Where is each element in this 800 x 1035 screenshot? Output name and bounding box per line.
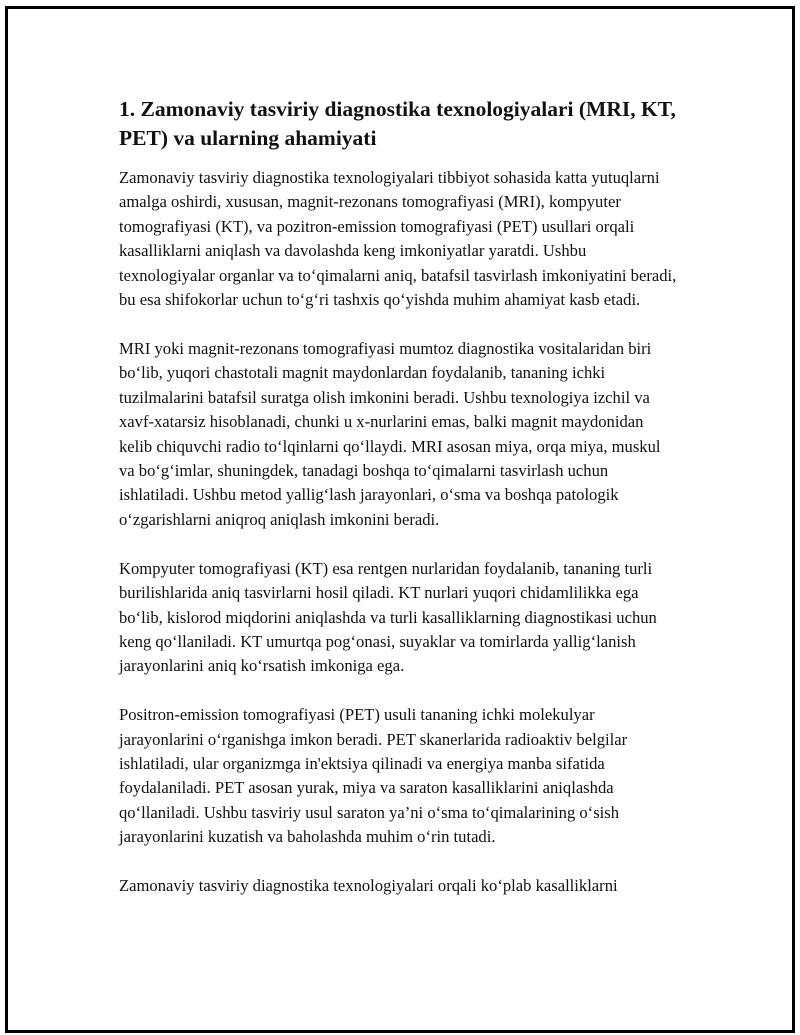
paragraph-pet: Positron-emission tomografiyasi (PET) usuli tananing ichki molekulyar jarayonlarini o‘rganishga imkon beradi. PET skanerlarida radioaktiv belgilar ishlatiladi, ular organizmga in'ektsiya qilinadi va energiya manba sifatida foydalaniladi. PET asosan yurak, miya va saraton kasalliklarini aniqlashda qo‘llaniladi. Ushbu tasviriy usul saraton ya’ni o‘sma to‘qimalarining o‘sish jarayonlarini kuzatish va baholashda muhim o‘rin tutadi. (119, 705, 628, 847)
paragraph-mri: MRI yoki magnit-rezonans tomografiyasi mumtoz diagnostika vositalaridan biri bo‘lib, yuqori chastotali magnit maydonlardan foydalanib, tananing ichki tuzilmalarini batafsil suratga olish imkonini beradi. Ushbu texnologiya izchil va xavf-xatarsiz hisoblanadi, chunki u x-nurlarini emas, balki magnit maydonidan kelib chiquvchi radio to‘lqinlarni qo‘llaydi. MRI asosan miya, orqa miya, muskul va bo‘g‘imlar, shuningdek, tanadagi boshqa to‘qimalarni tasvirlash uchun ishlatiladi. Ushbu metod yallig‘lash jarayonlari, o‘sma va boshqa patologik o‘zgarishlarni aniqroq aniqlash imkonini beradi. (119, 338, 661, 529)
document-title: 1. Zamonaviy tasviriy diagnostika texnologiyalari (MRI, KT, PET) va ularning ahamiyati (119, 97, 676, 150)
document-body (119, 95, 679, 923)
page-frame (5, 6, 795, 1033)
paragraph-intro: Zamonaviy tasviriy diagnostika texnologiyalari tibbiyot sohasida katta yutuqlarni amalga oshirdi, xususan, magnit-rezonans tomografiyasi (MRI), kompyuter tomografiyasi (KT), va pozitron-emission tomografiyasi (PET) usullari orqali kasalliklarni aniqlash va davolashda keng imkoniyatlar yaratdi. Ushbu texnologiyalar organlar va to‘qimalarni aniq, batafsil tasvirlash imkoniyatini beradi, bu esa shifokorlar uchun to‘g‘ri tashxis qo‘yishda muhim ahamiyat kasb etadi. (119, 168, 677, 310)
paragraph-conclusion: Zamonaviy tasviriy diagnostika texnologiyalari orqali ko‘plab kasalliklarni (119, 876, 618, 896)
paragraph-kt: Kompyuter tomografiyasi (KT) esa rentgen nurlaridan foydalanib, tananing turli burilishlarida aniq tasvirlarni hosil qiladi. KT nurlari yuqori chidamlilikka ega bo‘lib, kislorod miqdorini aniqlashda va turli kasalliklarning diagnostikasi uchun keng qo‘llaniladi. KT umurtqa pog‘onasi, suyaklar va tomirlarda yallig‘lanish jarayonlarini aniq ko‘rsatish imkoniga ega. (119, 558, 657, 676)
